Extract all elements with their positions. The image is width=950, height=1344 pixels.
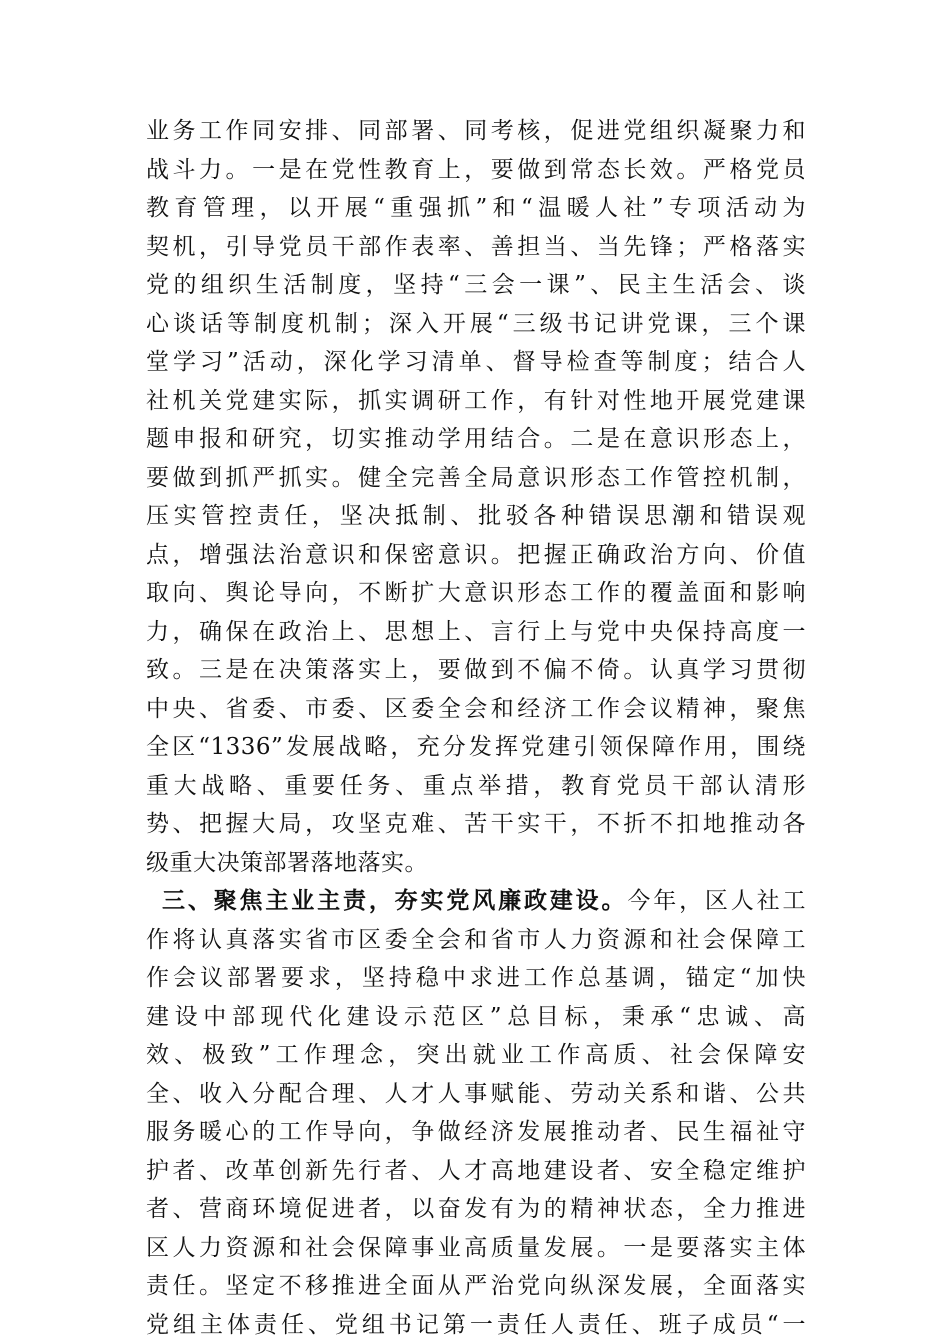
text-line: 教育管理，以开展“重强抓”和“温暖人社”专项活动为	[146, 195, 806, 221]
text-line: 党的组织生活制度，坚持“三会一课”、民主生活会、谈	[146, 272, 806, 298]
text-line: 业务工作同安排、同部署、同考核，促进党组织凝聚力和	[146, 118, 806, 144]
text-line: 势、把握大局，攻坚克难、苦干实干，不折不扣地推动各	[146, 811, 806, 837]
text-line: 者、营商环境促进者，以奋发有为的精神状态，全力推进	[146, 1196, 806, 1222]
text-line: 社机关党建实际，抓实调研工作，有针对性地开展党建课	[146, 387, 806, 414]
text-line: 区人力资源和社会保障事业高质量发展。一是要落实主体	[146, 1234, 806, 1261]
section-heading-continuation: 今年，区人社工	[627, 888, 806, 914]
text-line: 级重大决策部署落地落实。	[146, 849, 428, 876]
document-body	[146, 112, 806, 1344]
text-line: 契机，引导党员干部作表率、善担当、当先锋；严格落实	[146, 233, 806, 260]
text-line: 堂学习”活动，深化学习清单、督导检查等制度；结合人	[146, 349, 806, 375]
text-line: 力，确保在政治上、思想上、言行上与党中央保持高度一	[146, 618, 806, 645]
text-line: 取向、舆论导向，不断扩大意识形态工作的覆盖面和影响	[146, 580, 806, 606]
text-line: 建设中部现代化建设示范区”总目标，秉承“忠诚、高	[146, 1003, 806, 1030]
text-line: 要做到抓严抓实。健全完善全局意识形态工作管控机制，	[146, 464, 806, 491]
text-line: 重大战略、重要任务、重点举措，教育党员干部认清形	[146, 772, 806, 799]
text-line: 全、收入分配合理、人才人事赋能、劳动关系和谐、公共	[146, 1080, 806, 1107]
text-line: 作会议部署要求，坚持稳中求进工作总基调，锚定“加快	[146, 965, 806, 991]
text-line: 中央、省委、市委、区委全会和经济工作会议精神，聚焦	[146, 695, 806, 722]
text-line: 护者、改革创新先行者、人才高地建设者、安全稳定维护	[146, 1157, 806, 1184]
section-heading-line	[146, 882, 806, 921]
text-line: 责任。坚定不移推进全面从严治党向纵深发展，全面落实	[146, 1273, 806, 1299]
text-line: 全区“1336”发展战略，充分发挥党建引领保障作用，围绕	[146, 734, 806, 760]
section-heading: 三、聚焦主业主责，夯实党风廉政建设。	[162, 887, 628, 914]
text-line: 压实管控责任，坚决抵制、批驳各种错误思潮和错误观	[146, 503, 806, 529]
text-line: 党组主体责任、党组书记第一责任人责任、班子成员“一	[146, 1311, 806, 1338]
text-line: 作将认真落实省市区委全会和省市人力资源和社会保障工	[146, 926, 806, 953]
text-line: 效、极致”工作理念，突出就业工作高质、社会保障安	[146, 1042, 806, 1068]
text-line: 战斗力。一是在党性教育上，要做到常态长效。严格党员	[146, 156, 806, 183]
text-line: 服务暖心的工作导向，争做经济发展推动者、民生福祉守	[146, 1119, 806, 1145]
text-line: 点，增强法治意识和保密意识。把握正确政治方向、价值	[146, 541, 806, 568]
text-line: 题申报和研究，切实推动学用结合。二是在意识形态上，	[146, 426, 806, 452]
text-line: 心谈话等制度机制；深入开展“三级书记讲党课，三个课	[146, 310, 806, 337]
text-line: 致。三是在决策落实上，要做到不偏不倚。认真学习贯彻	[146, 657, 806, 683]
